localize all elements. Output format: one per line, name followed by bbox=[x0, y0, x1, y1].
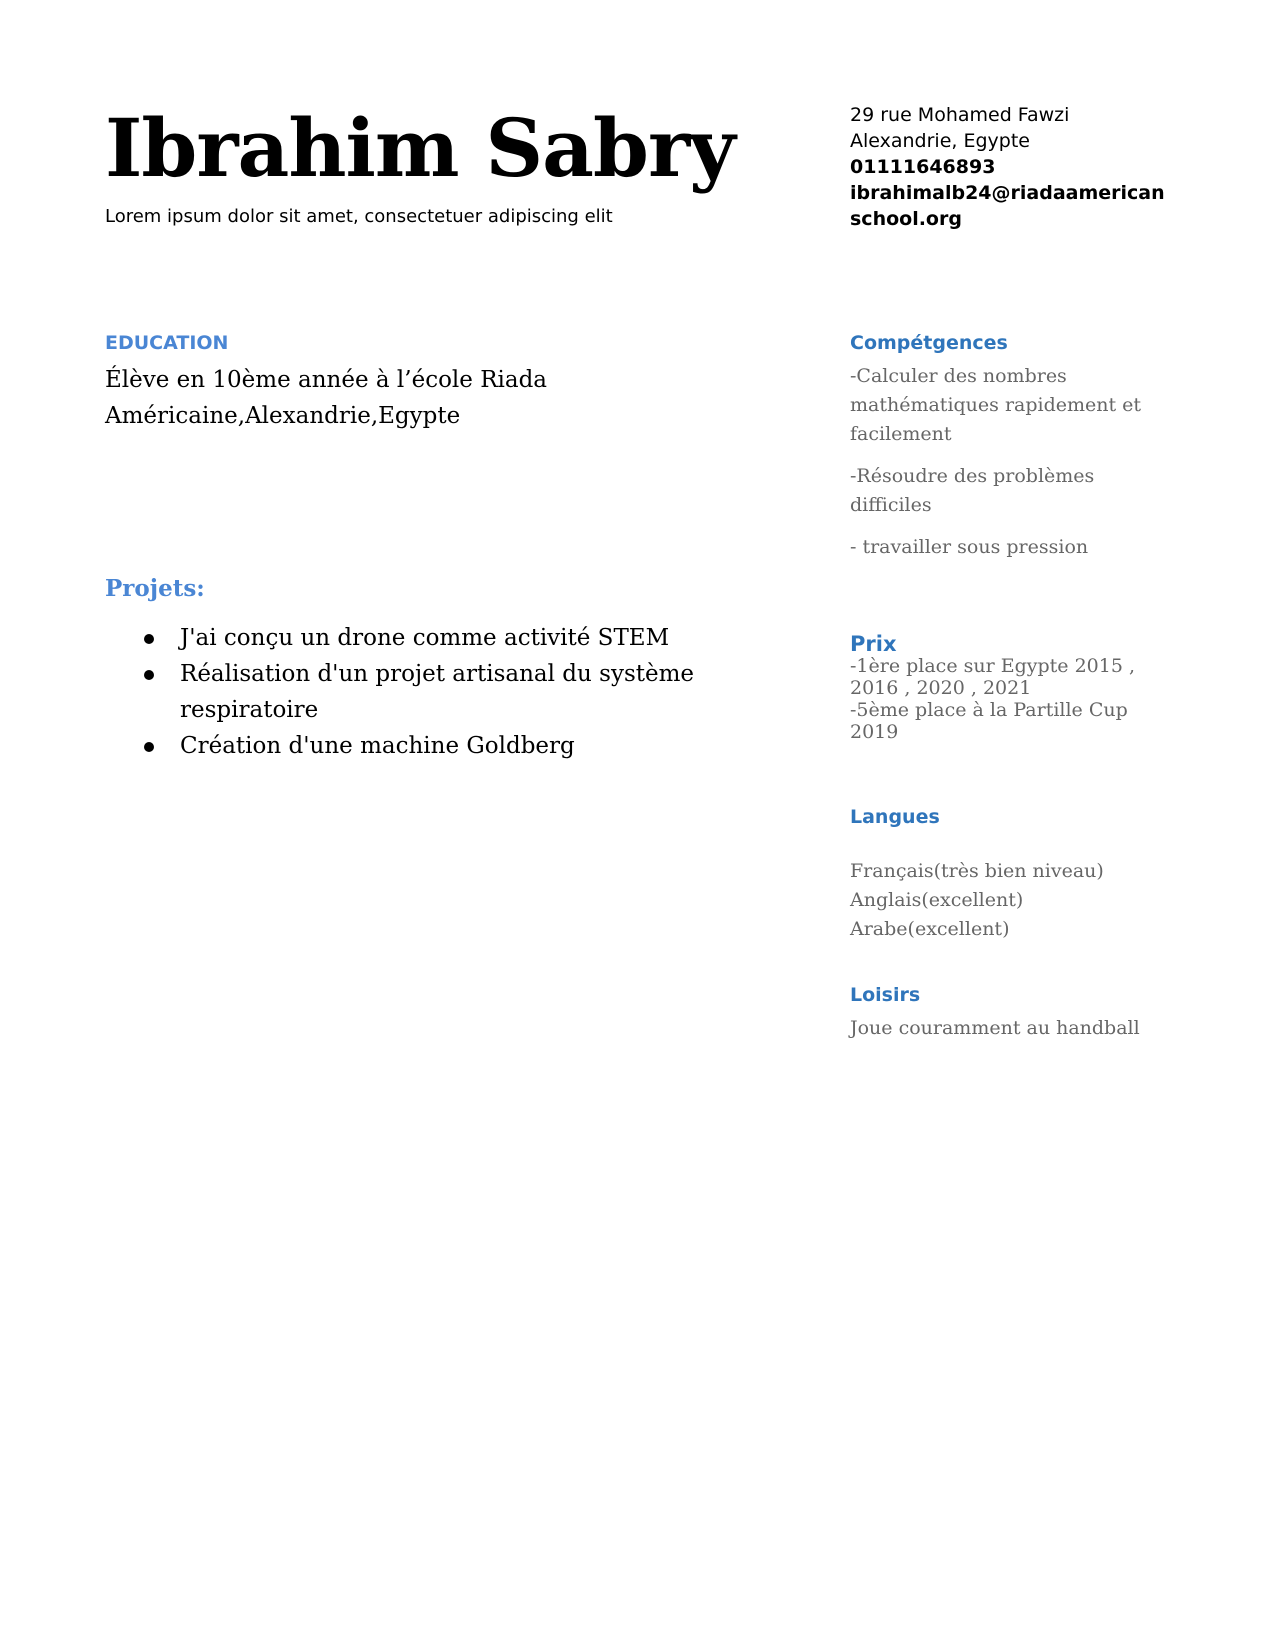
competence-item: -Calculer des nombres mathématiques rapidement et facilement bbox=[850, 365, 1142, 445]
bullet-icon bbox=[144, 634, 154, 644]
langue-item: Anglais(excellent) bbox=[850, 889, 1024, 911]
langues-list bbox=[850, 857, 1150, 944]
phone-number: 01111646893 bbox=[850, 156, 996, 178]
project-item-text: J'ai conçu un drone comme activité STEM bbox=[180, 625, 670, 651]
contact-block bbox=[850, 102, 1165, 232]
project-item bbox=[105, 620, 745, 656]
project-item-text: Réalisation d'un projet artisanal du système respiratoire bbox=[180, 661, 695, 723]
competence-item: - travailler sous pression bbox=[850, 536, 1089, 558]
prix-item: -5ème place à la Partille Cup 2019 bbox=[850, 699, 1128, 743]
langues-heading: Langues bbox=[850, 806, 940, 828]
prix-heading: Prix bbox=[850, 632, 897, 656]
project-item bbox=[105, 656, 745, 728]
address-line-2: Alexandrie, Egypte bbox=[850, 130, 1030, 152]
email-line-2: school.org bbox=[850, 208, 962, 230]
prix-list bbox=[850, 655, 1150, 743]
competences-list bbox=[850, 362, 1150, 575]
competences-heading: Compétgences bbox=[850, 332, 1008, 354]
education-text: Élève en 10ème année à l’école Riada Américaine,Alexandrie,Egypte bbox=[105, 367, 548, 429]
education-heading: EDUCATION bbox=[105, 332, 229, 354]
langue-item: Arabe(excellent) bbox=[850, 918, 1010, 940]
project-item bbox=[105, 728, 745, 764]
address-line-1: 29 rue Mohamed Fawzi bbox=[850, 104, 1070, 126]
candidate-name: Ibrahim Sabry bbox=[105, 101, 735, 195]
projects-list bbox=[105, 620, 745, 764]
competence-item: -Résoudre des problèmes difficiles bbox=[850, 465, 1095, 516]
email-line-1: ibrahimalb24@riadaamerican bbox=[850, 182, 1165, 204]
bullet-icon bbox=[144, 742, 154, 752]
project-item-text: Création d'une machine Goldberg bbox=[180, 733, 575, 759]
tagline: Lorem ipsum dolor sit amet, consectetuer adipiscing elit bbox=[105, 206, 613, 227]
prix-item: -1ère place sur Egypte 2015 , 2016 , 2020 , 2021 bbox=[850, 655, 1135, 699]
loisirs-heading: Loisirs bbox=[850, 984, 921, 1006]
projects-heading: Projets: bbox=[105, 575, 205, 602]
bullet-icon bbox=[144, 670, 154, 680]
langue-item: Français(très bien niveau) bbox=[850, 860, 1104, 882]
loisir-item: Joue couramment au handball bbox=[850, 1017, 1140, 1039]
loisirs-text bbox=[850, 1014, 1150, 1043]
